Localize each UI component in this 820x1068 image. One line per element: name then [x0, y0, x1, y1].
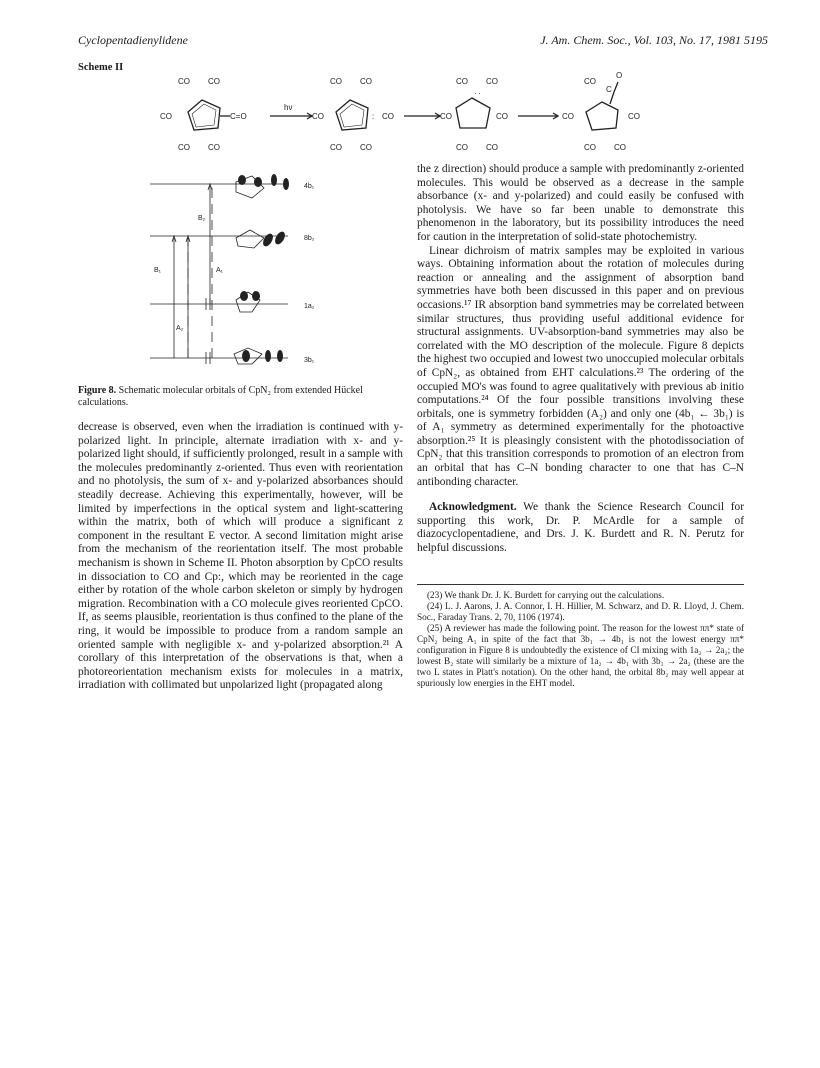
- ring-4: [586, 102, 618, 130]
- svg-text:CO: CO: [360, 77, 372, 86]
- svg-text:CO: CO: [330, 143, 342, 152]
- running-head-left: Cyclopentadienylidene: [78, 33, 188, 47]
- co-label: CO: [178, 77, 190, 86]
- footnote: (24) L. J. Aarons, J. A. Connor, I. H. Hillier, M. Schwarz, and D. R. Lloyd, J. Chem. Soc., Faraday Trans. 2, 70, 1106 (1974).: [417, 601, 744, 622]
- svg-text:CO: CO: [628, 112, 640, 121]
- orbital-label-4b1: 4b₁: [304, 183, 315, 190]
- svg-text:CO: CO: [208, 77, 220, 86]
- svg-text::: :: [372, 112, 375, 121]
- acknowledgment-text: We thank the Science Research Council for supporting this work, Dr. P. McArdle for a sample of diazocyclopentadiene, and Drs. J. K. Burdett and R. N. Perutz for helpful discussions.: [417, 501, 744, 555]
- body-paragraph: the z direction) should produce a sample with predominantly z-oriented molecules. This would be observed as a decrease in the sample absorbance (x- and y-polarized) and could easily be confused with photolysis. We have so far been unable to demonstrate this phenomenon in the laboratory, but its possibility introduces the need for caution in the interpretation of solid-state photochemistry.: [417, 163, 744, 243]
- transition-label-a2: A₂: [176, 325, 184, 332]
- transition-label-b1: B₁: [154, 267, 162, 274]
- transition-label-b2: B₂: [198, 215, 206, 222]
- acknowledgment-heading: Acknowledgment.: [429, 501, 517, 514]
- right-column: [417, 163, 744, 556]
- figure-caption: [78, 385, 403, 409]
- orbital-label-1a2: 1a₂: [304, 303, 315, 310]
- ring-3: [456, 98, 490, 128]
- svg-text:CO: CO: [496, 112, 508, 121]
- svg-text:CO: CO: [178, 143, 190, 152]
- body-paragraph: Linear dichroism of matrix samples may be exploited in various ways. Obtaining information about the rotation of molecules during reaction or annealing and the assignment of absorption band symmetries have both been discussed in this paper and on previous occasions.¹⁷ IR absorption band symmetries may be correlated between similar structures, thus providing useful additional evidence for structural assignments. UV-absorption-band symmetries may also be correlated with the MO description of the molecule. Figure 8 depicts the highest two occupied and lowest two unoccupied molecular orbitals of CpN₂, as obtained from EHT calculations.²³ The ordering of the occupied MO's was found to agree qualitatively with previous ab initio computations.²⁴ Of the four possible transitions involving these orbitals, one is symmetry forbidden (A₂) and only one (4b₁ ← 3b₁) is of A₁ symmetry as determined experimentally for the photoactive absorption.²⁵ It is pleasingly consistent with the photodissociation of CpN₂ that this transition corresponds to promotion of an electron from an orbital that has C–N bonding character to one that has C–N antibonding character.: [417, 244, 744, 488]
- svg-text:CO: CO: [456, 77, 468, 86]
- svg-text:CO: CO: [562, 112, 574, 121]
- svg-text:CO: CO: [486, 143, 498, 152]
- acknowledgment: [417, 501, 744, 555]
- svg-text:C: C: [606, 85, 612, 94]
- orbital-label-8b2: 8b₂: [304, 235, 315, 242]
- svg-text:CO: CO: [614, 143, 626, 152]
- svg-text:·: ·: [474, 89, 477, 98]
- svg-text:CO: CO: [360, 143, 372, 152]
- svg-text:CO: CO: [440, 112, 452, 121]
- left-column: [78, 421, 403, 693]
- footnote-rule: [417, 584, 744, 585]
- svg-text:O: O: [616, 71, 623, 80]
- figure-8-mo-diagram: [148, 172, 366, 372]
- footnote: (23) We thank Dr. J. K. Burdett for carrying out the calculations.: [427, 590, 665, 600]
- svg-text:CO: CO: [312, 112, 324, 121]
- transition-label-a1: A₁: [216, 267, 224, 274]
- running-head-right: J. Am. Chem. Soc., Vol. 103, No. 17, 1981 5195: [540, 33, 768, 47]
- svg-text:CO: CO: [584, 77, 596, 86]
- scheme-ii-diagram: [160, 70, 680, 160]
- scheme-label: Scheme II: [78, 62, 124, 73]
- svg-text:CO: CO: [330, 77, 342, 86]
- svg-text:·: ·: [478, 89, 481, 98]
- svg-text:CO: CO: [160, 112, 172, 121]
- svg-text:CO: CO: [208, 143, 220, 152]
- footnote: (25) A reviewer has made the following point. The reason for the lowest ππ* state of CpN₂ being A₁ in spite of the fact that 3b₁ → 4b₁ is not the lowest energy ππ* configuration in Figure 8 is undoubtedly the existence of CI mixing with 1a₂ → 2a₂; the lowest B₂ state will similarly be a mixture of 1a₂ → 4b₁ with 3b₁ → 2a₂ (these are the two L states in Platt's notation). On the other hand, the orbital 8b₂ may well appear at spuriously low energies in the EHT model.: [417, 623, 744, 688]
- svg-text:CO: CO: [456, 143, 468, 152]
- footnotes: [417, 590, 744, 689]
- caption-label: Figure 8.: [78, 385, 117, 396]
- c-eq-o-label: C=O: [230, 112, 247, 121]
- caption-text: Schematic molecular orbitals of CpN₂ from extended Hückel calculations.: [78, 385, 363, 408]
- svg-text:CO: CO: [382, 112, 394, 121]
- svg-text:CO: CO: [486, 77, 498, 86]
- body-paragraph: decrease is observed, even when the irradiation is continued with y-polarized light. In principle, alternate irradiation with x- and y-polarized light should, if sufficiently prolonged, result in a sample with the molecules predominantly z-oriented. Thus even with reorientation and no photolysis, the sum of x- and y-polarized absorbances should steadily decrease. Achieving this experimentally, however, will be limited by imperfections in the optical system and light-scattering within the matrix, both of which will produce a significant z component in the resultant E vector. A second limitation might arise from the mechanism of the reorientation itself. The most probable mechanism is shown in Scheme II. Photon absorption by CpCO results in dissociation to CO and Cp:, which may be reoriented in the cage either by rotation of the whole carbon skeleton or simply by hydrogen migration. Recombination with a CO molecule gives reoriented CpCO. If, as seems plausible, reorientation is thus confined to the plane of the ring, it would be impossible to produce from a random sample an oriented sample with negligible x- and y-polarized absorption.²¹ A corollary of this interpretation of the observations is that, when a photoreorientation mechanism exists for molecules in a matrix, irradiation with collimated but unpolarized light (propagated along: [78, 421, 403, 692]
- orbital-label-3b1: 3b₁: [304, 357, 315, 364]
- svg-text:CO: CO: [584, 143, 596, 152]
- hv-label: hν: [284, 103, 293, 112]
